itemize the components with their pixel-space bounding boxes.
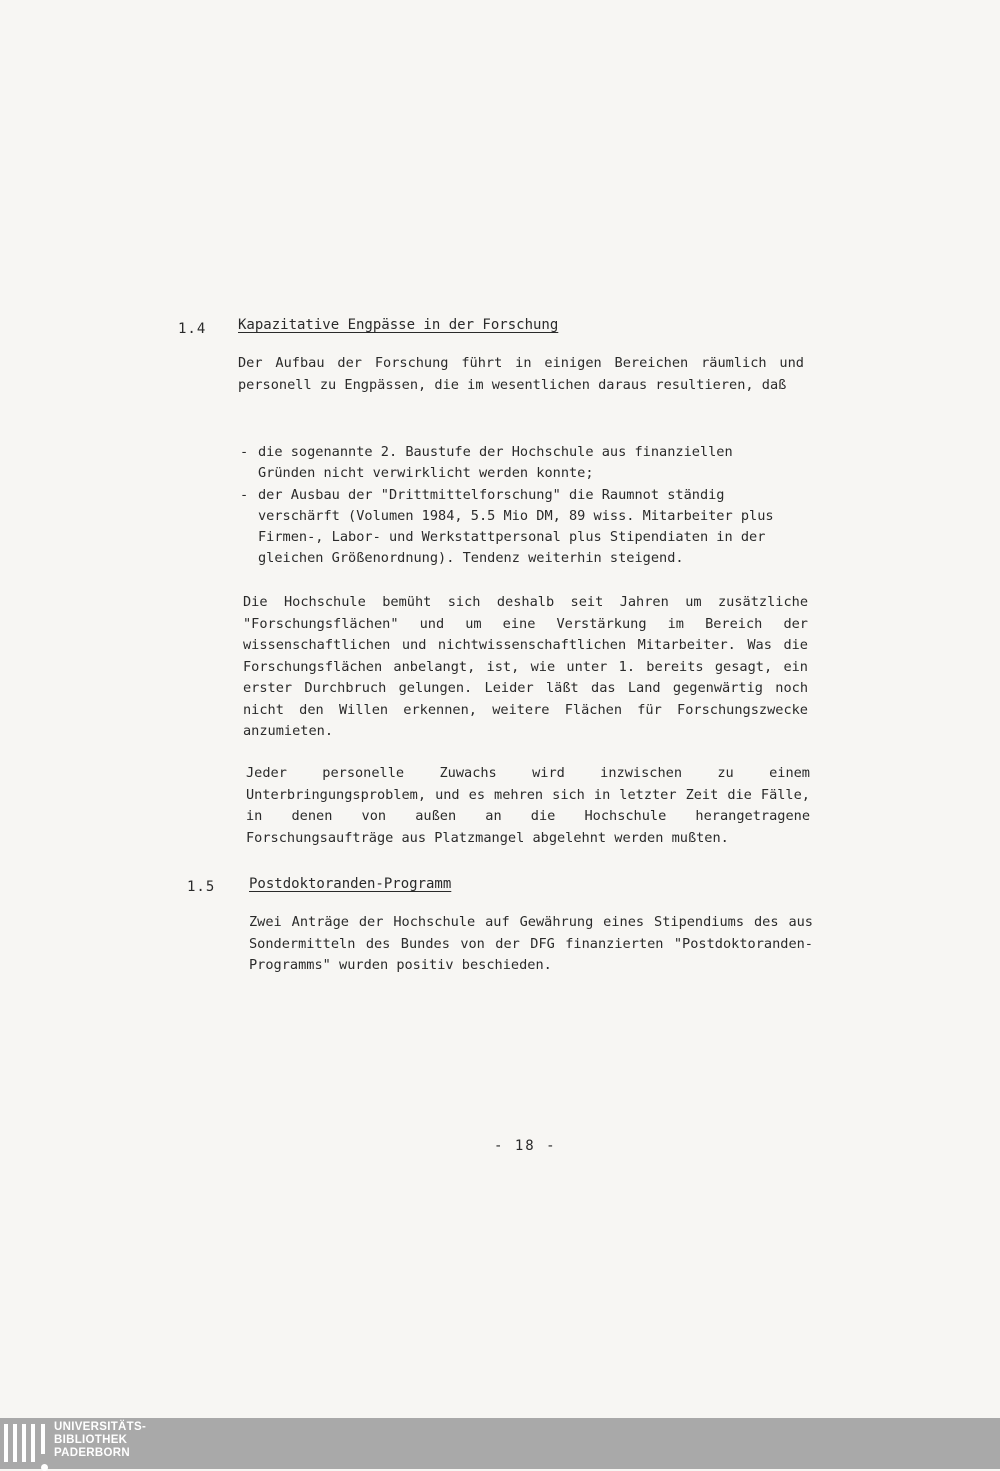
- paragraph-text: Jeder personelle Zuwachs wird inzwischen zu einem Unterbringungsproblem, und es mehren sich in letzter Zeit die Fälle, in denen von außen an die Hochschule herangetragene Forschungsaufträge aus Platzmangel abgelehnt werden mußten.: [246, 765, 810, 846]
- library-logo-text: [54, 1421, 146, 1460]
- list-item: [240, 442, 760, 484]
- section-number: 1.4: [178, 321, 207, 337]
- logo-line: BIBLIOTHEK: [54, 1434, 128, 1446]
- section-title: Kapazitative Engpässe in der Forschung: [238, 317, 559, 333]
- body-paragraph: [246, 763, 810, 849]
- paragraph-text: Die Hochschule bemüht sich deshalb seit Jahren um zusätzliche "Forschungsflächen" und um eine Verstärkung im Bereich der wissenschaftlichen und nichtwissenschaftlichen Mitarbeiter. Was die Forschungsflächen anbelangt, ist, wie unter 1. bereits gesagt, ein erster Durchbruch gelungen. Leider läßt das Land gegenwärtig noch nicht den Willen erkennen, weitere Flächen für Forschungszwecke anzumieten.: [243, 594, 808, 739]
- section-number: 1.5: [187, 879, 216, 895]
- logo-line: UNIVERSITÄTS-: [54, 1421, 147, 1433]
- list-item-text: der Ausbau der "Drittmittelforschung" die Raumnot ständig verschärft (Volumen 1984, 5.5 Mio DM, 89 wiss. Mitarbeiter plus Firmen-, Labor- und Werkstattpersonal plus Stipendiaten in der gleichen Größenordnung). Tendenz weiterhin steigend.: [258, 487, 774, 566]
- bullet-dash: -: [240, 444, 249, 460]
- list-item: [240, 485, 780, 569]
- body-paragraph: [243, 592, 808, 743]
- body-paragraph: [249, 912, 813, 977]
- intro-paragraph: [238, 353, 804, 396]
- list-item-text: die sogenannte 2. Baustufe der Hochschule aus finanziellen Gründen nicht verwirklicht werden konnte;: [258, 444, 733, 481]
- intro-text: Der Aufbau der Forschung führt in einigen Bereichen räumlich und personell zu Engpässen, die im wesentlichen daraus resultieren, daß: [238, 355, 804, 393]
- paragraph-text: Zwei Anträge der Hochschule auf Gewährung eines Stipendiums des aus Sondermitteln des Bundes von der DFG finanzierten "Postdoktoranden-Programms" wurden positiv beschieden.: [249, 914, 813, 973]
- library-logo-icon: [4, 1424, 50, 1464]
- section-title: Postdoktoranden-Programm: [249, 876, 452, 892]
- logo-line: PADERBORN: [54, 1447, 130, 1459]
- library-footer: [0, 1418, 1000, 1469]
- bullet-dash: -: [240, 487, 249, 503]
- page-number: - 18 -: [494, 1138, 557, 1154]
